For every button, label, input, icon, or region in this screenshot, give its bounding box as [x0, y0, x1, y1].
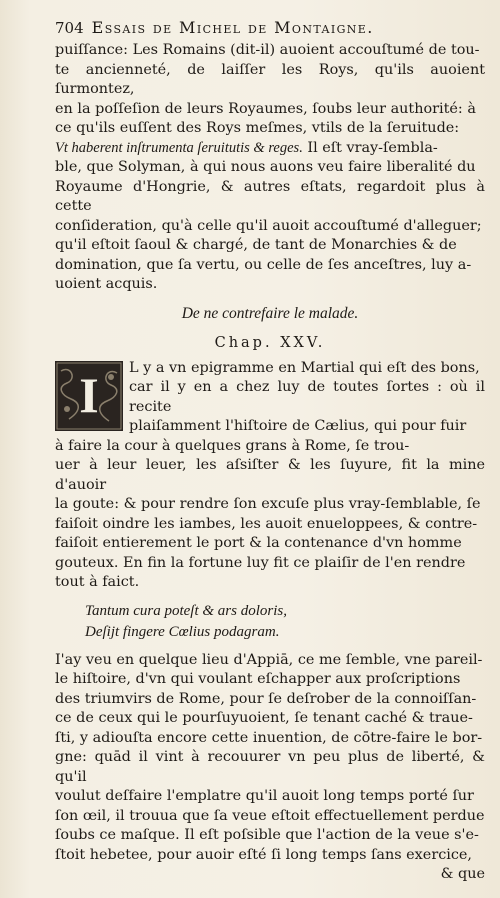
text-line: la goute: & pour rendre ſon excuſe plus vray-ſemblable, ſe: [55, 496, 481, 512]
text-line: car il y en a chez luy de toutes ſortes : où il recite: [129, 379, 485, 415]
text-fragment: Il eſt vray-ſembla-: [302, 139, 438, 156]
text-line: ce qu'ils euſſent des Roys meſmes, vtils de la ſeruitude:: [55, 120, 460, 136]
text-line: faiſoit oindre les iambes, les auoit enueloppees, & contre-: [55, 515, 478, 532]
text-line: puiſſance: Les Romains (dit-il) auoient accouſtumé de tou-: [55, 42, 480, 58]
text-line: ce de ceux qui le pourſuyuoient, ſe tenant caché & traue-: [55, 710, 473, 726]
text-line: tout à faict.: [55, 574, 140, 590]
text-line: ſon œil, il trouua que ſa veue eſtoit effectuellement perdue: [55, 807, 485, 824]
text-line: uer à leur leuer, les aſsiſter & les ſuyure, fit la mine d'auoir: [55, 457, 485, 493]
section-title: De ne contrefaire le malade.: [181, 304, 359, 322]
text-line: le hiſtoire, d'vn qui voulant eſchapper aux proſcriptions: [55, 671, 461, 687]
text-line: voulut deſfaire l'emplatre qu'il auoit long temps porté ſur: [55, 788, 474, 804]
text-line: ſtoit hebetee, pour auoir eſté ſi long temps ſans exercice,: [55, 846, 473, 863]
text-line: ſoubs ce maſque. Il eſt poſsible que l'action de la veue s'e-: [55, 827, 479, 843]
text-line: te ancienneté, de laiſſer les Roys, qu'ils auoient ſurmontez,: [55, 61, 485, 97]
decorated-initial: [55, 361, 123, 431]
text-line: gouteux. En fin la fortune luy fit ce plaiſir de l'en rendre: [55, 554, 466, 571]
paragraph-3: [55, 651, 485, 885]
text-line: en la poſſeſion de leurs Royaumes, ſoubs leur authorité: à: [55, 100, 476, 117]
text-line: uoient acquis.: [55, 276, 158, 292]
text-line: des triumvirs de Rome, pour ſe deſrober de la connoiſſan-: [55, 690, 477, 707]
running-title: Essais de Michel de Montaigne.: [91, 18, 374, 37]
text-line: plaiſamment l'hiſtoire de Cælius, qui pour fuir: [129, 418, 467, 434]
text-line: qu'il eſtoit ſaoul & chargé, de tant de Monarchies & de: [55, 237, 457, 253]
verse-line: Tantum cura poteſt & ars doloris,: [85, 602, 287, 619]
text-line: I'ay veu en quelque lieu d'Appiā, ce me ſemble, vne pareil-: [55, 651, 483, 668]
text-line: ble, que Solyman, à qui nous auons veu faire liberalité du: [55, 159, 476, 175]
page-header: [55, 18, 475, 37]
text-line: Royaume d'Hongrie, & autres eſtats, regardoit plus à cette: [55, 178, 485, 214]
verse-quote: [55, 601, 500, 643]
paragraph-1: [55, 41, 485, 295]
text-line: L y a vn epigramme en Martial qui eſt des bons,: [129, 359, 480, 376]
latin-quote: Vt haberent inſtrumenta ſeruitutis & reges.: [55, 139, 303, 156]
text-line: faiſoit entierement le port & la contenance d'vn homme: [55, 535, 462, 551]
text-line: ſti, y adiouſta encore cette inuention, de cōtre-faire le bor-: [55, 729, 483, 746]
initial-letter: I: [79, 366, 99, 423]
text-line: domination, que ſa vertu, ou celle de ſes anceſtres, luy a-: [55, 256, 472, 273]
page-number: 704: [55, 19, 84, 37]
text-line: gne: quād il vint à recouurer vn peu plus de liberté, & qu'il: [55, 749, 485, 785]
text-line: conſideration, qu'à celle qu'il auoit accouſtumé d'alleguer;: [55, 217, 482, 234]
verse-line: Deſijt fingere Cœlius podagram.: [85, 623, 280, 640]
catchword: & que: [440, 866, 485, 882]
text-line: à faire la cour à quelques grans à Rome, ſe trou-: [55, 437, 410, 454]
chapter-heading: Chap. XXV.: [214, 334, 326, 351]
paragraph-2: [55, 359, 485, 593]
text-line: [55, 139, 485, 159]
